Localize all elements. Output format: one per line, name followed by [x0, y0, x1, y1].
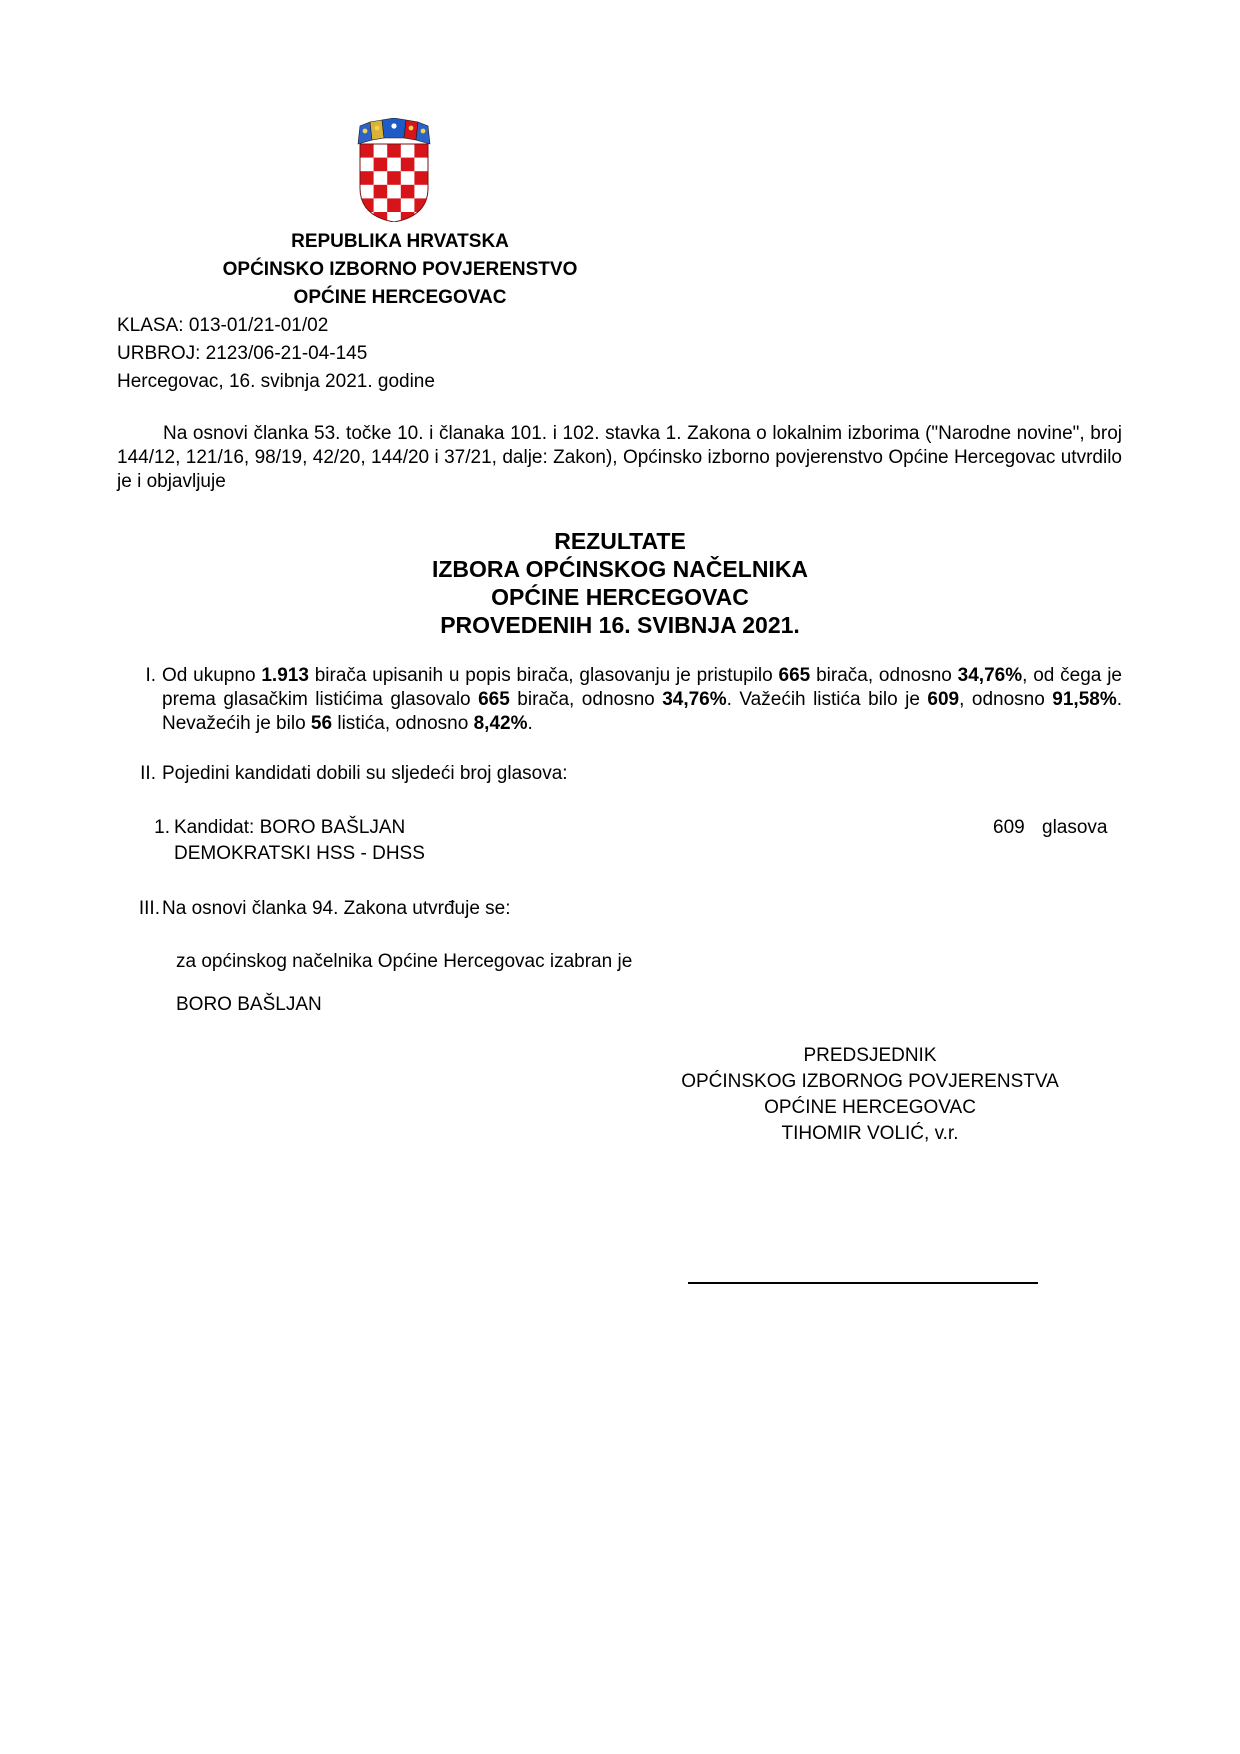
s1-text: birača upisanih u popis birača, glasovanju je pristupilo: [308, 665, 779, 686]
ballots-pct: 34,76%: [662, 689, 727, 710]
intro-paragraph: Na osnovi članka 53. točke 10. i članaka 101. i 102. stavka 1. Zakona o lokalnim izborima ("Narodne novine", broj 144/12, 121/16, 98/19, 42/20, 144/20 i 37/21, dalje: Zakon), Općinsko izborno povjerenstvo Općine Hercegovac utvrdilo je i objavljuje: [117, 423, 1122, 492]
voters-turnout-pct: 34,76%: [957, 665, 1023, 686]
section-1-text: [162, 664, 1122, 736]
section-3-number: III.: [138, 898, 160, 919]
s1-text: birača, odnosno: [509, 689, 663, 710]
title-line-4: PROVEDENIH 16. SVIBNJA 2021.: [440, 612, 800, 638]
signature-commission: OPĆINSKOG IZBORNOG POVJERENSTVA: [681, 1071, 1059, 1092]
registered-voters: 1.913: [261, 665, 309, 686]
header-republic: REPUBLIKA HRVATSKA: [291, 231, 509, 252]
signature-line: [688, 1282, 1038, 1284]
invalid-ballots-pct: 8,42%: [473, 713, 528, 734]
section-2-number: II.: [140, 763, 156, 784]
signature-name: TIHOMIR VOLIĆ, v.r.: [781, 1123, 959, 1144]
section-3-text: Na osnovi članka 94. Zakona utvrđuje se:: [162, 898, 511, 919]
elected-name: BORO BAŠLJAN: [176, 994, 322, 1015]
candidate-number: 1.: [154, 817, 170, 838]
candidate-party: DEMOKRATSKI HSS - DHSS: [174, 843, 425, 864]
s1-text: .: [527, 713, 533, 734]
header-commission: OPĆINSKO IZBORNO POVJERENSTVO: [222, 259, 578, 280]
signature-title: PREDSJEDNIK: [803, 1045, 937, 1066]
s1-text: . Nevažećih je bilo: [162, 689, 1123, 734]
candidate-name: Kandidat: BORO BAŠLJAN: [174, 817, 406, 838]
section-1-number: I.: [145, 665, 156, 686]
urbroj: URBROJ: 2123/06-21-04-145: [117, 343, 368, 364]
s1-text: Od ukupno: [162, 665, 262, 686]
place-date: Hercegovac, 16. svibnja 2021. godine: [117, 371, 435, 392]
candidate-votes-unit: glasova: [1042, 817, 1108, 838]
section-2-text: Pojedini kandidati dobili su sljedeći broj glasova:: [162, 763, 568, 784]
title-line-3: OPĆINE HERCEGOVAC: [491, 584, 749, 610]
signature-municipality: OPĆINE HERCEGOVAC: [764, 1097, 976, 1118]
coat-of-arms-icon: [354, 118, 434, 222]
s1-text: . Važećih listića bilo je: [726, 689, 928, 710]
voters-turnout: 665: [778, 665, 811, 686]
invalid-ballots: 56: [310, 713, 333, 734]
title-line-1: REZULTATE: [554, 528, 686, 554]
valid-ballots-pct: 91,58%: [1052, 689, 1117, 710]
header-municipality: OPĆINE HERCEGOVAC: [293, 287, 507, 308]
s1-text: , odnosno: [959, 689, 1053, 710]
elected-intro: za općinskog načelnika Općine Hercegovac izabran je: [176, 951, 633, 972]
s1-text: , od čega je prema glasačkim listićima glasovalo: [162, 665, 1122, 710]
ballots-count: 665: [478, 689, 510, 710]
klasa: KLASA: 013-01/21-01/02: [117, 315, 329, 336]
s1-text: birača, odnosno: [810, 665, 958, 686]
s1-text: listića, odnosno: [332, 713, 474, 734]
candidate-votes: 609: [993, 817, 1025, 838]
valid-ballots: 609: [927, 689, 960, 710]
title-line-2: IZBORA OPĆINSKOG NAČELNIKA: [431, 556, 809, 582]
